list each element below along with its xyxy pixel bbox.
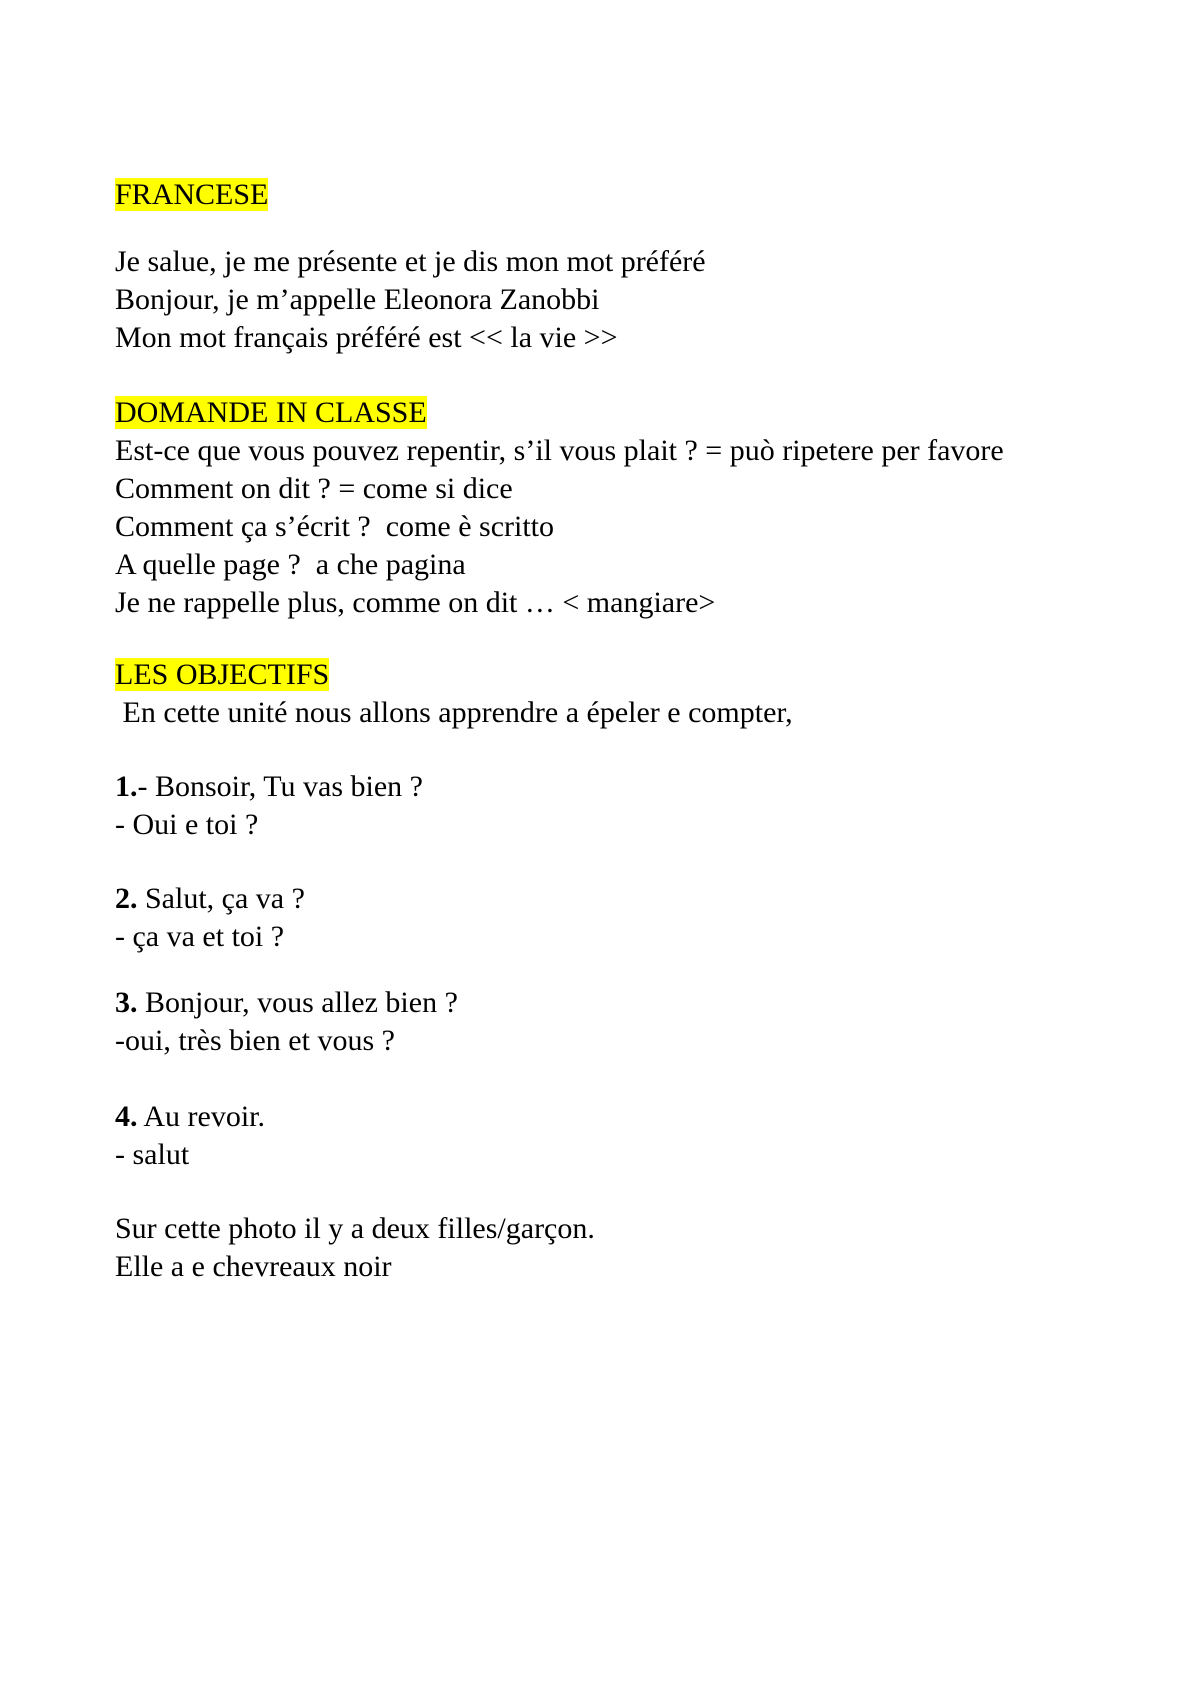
dialogue-3-line-1 [115,984,458,1022]
dialogue-text: Salut, ça va ? [137,882,305,915]
dialogue-2-line-1 [115,880,305,918]
intro-line-2: Bonjour, je m’appelle Eleonora Zanobbi [115,283,600,316]
dialogue-text: Bonjour, vous allez bien ? [137,986,458,1019]
document-title [115,176,268,214]
intro-line-1: Je salue, je me présente et je dis mon mot préféré [115,245,706,278]
dialogue-number: 2. [115,882,138,915]
class-question-item: Je ne rappelle plus, comme on dit … < mangiare> [115,586,716,619]
class-question-item: Comment on dit ? = come si dice [115,472,513,505]
class-question-item: Comment ça s’écrit ? come è scritto [115,510,554,543]
objectives-heading-highlight: LES OBJECTIFS [115,658,330,691]
title-highlight: FRANCESE [115,178,269,211]
dialogue-text: - Bonsoir, Tu vas bien ? [137,770,423,803]
dialogue-4-line-2: - salut [115,1138,190,1171]
dialogue-number: 4. [115,1100,138,1133]
dialogue-number: 3. [115,986,138,1019]
objectives-heading [115,656,329,694]
dialogue-1-line-2: - Oui e toi ? [115,808,259,841]
intro-line-3: Mon mot français préféré est << la vie >> [115,321,618,354]
photo-line-1: Sur cette photo il y a deux filles/garçon. [115,1212,595,1245]
dialogue-2-line-2: - ça va et toi ? [115,920,285,953]
photo-line-2: Elle a e chevreaux noir [115,1250,392,1283]
class-question-item: Est-ce que vous pouvez repentir, s’il vous plait ? = può ripetere per favore [115,434,1004,467]
dialogue-1-line-1 [115,768,423,806]
class-questions-heading [115,394,427,432]
dialogue-3-line-2: -oui, très bien et vous ? [115,1024,395,1057]
dialogue-number: 1. [115,770,138,803]
dialogue-text: Au revoir. [137,1100,265,1133]
dialogue-4-line-1 [115,1098,265,1136]
class-question-item: A quelle page ? a che pagina [115,548,466,581]
objectives-text: En cette unité nous allons apprendre a épeler e compter, [115,696,793,729]
class-questions-heading-highlight: DOMANDE IN CLASSE [115,396,427,429]
